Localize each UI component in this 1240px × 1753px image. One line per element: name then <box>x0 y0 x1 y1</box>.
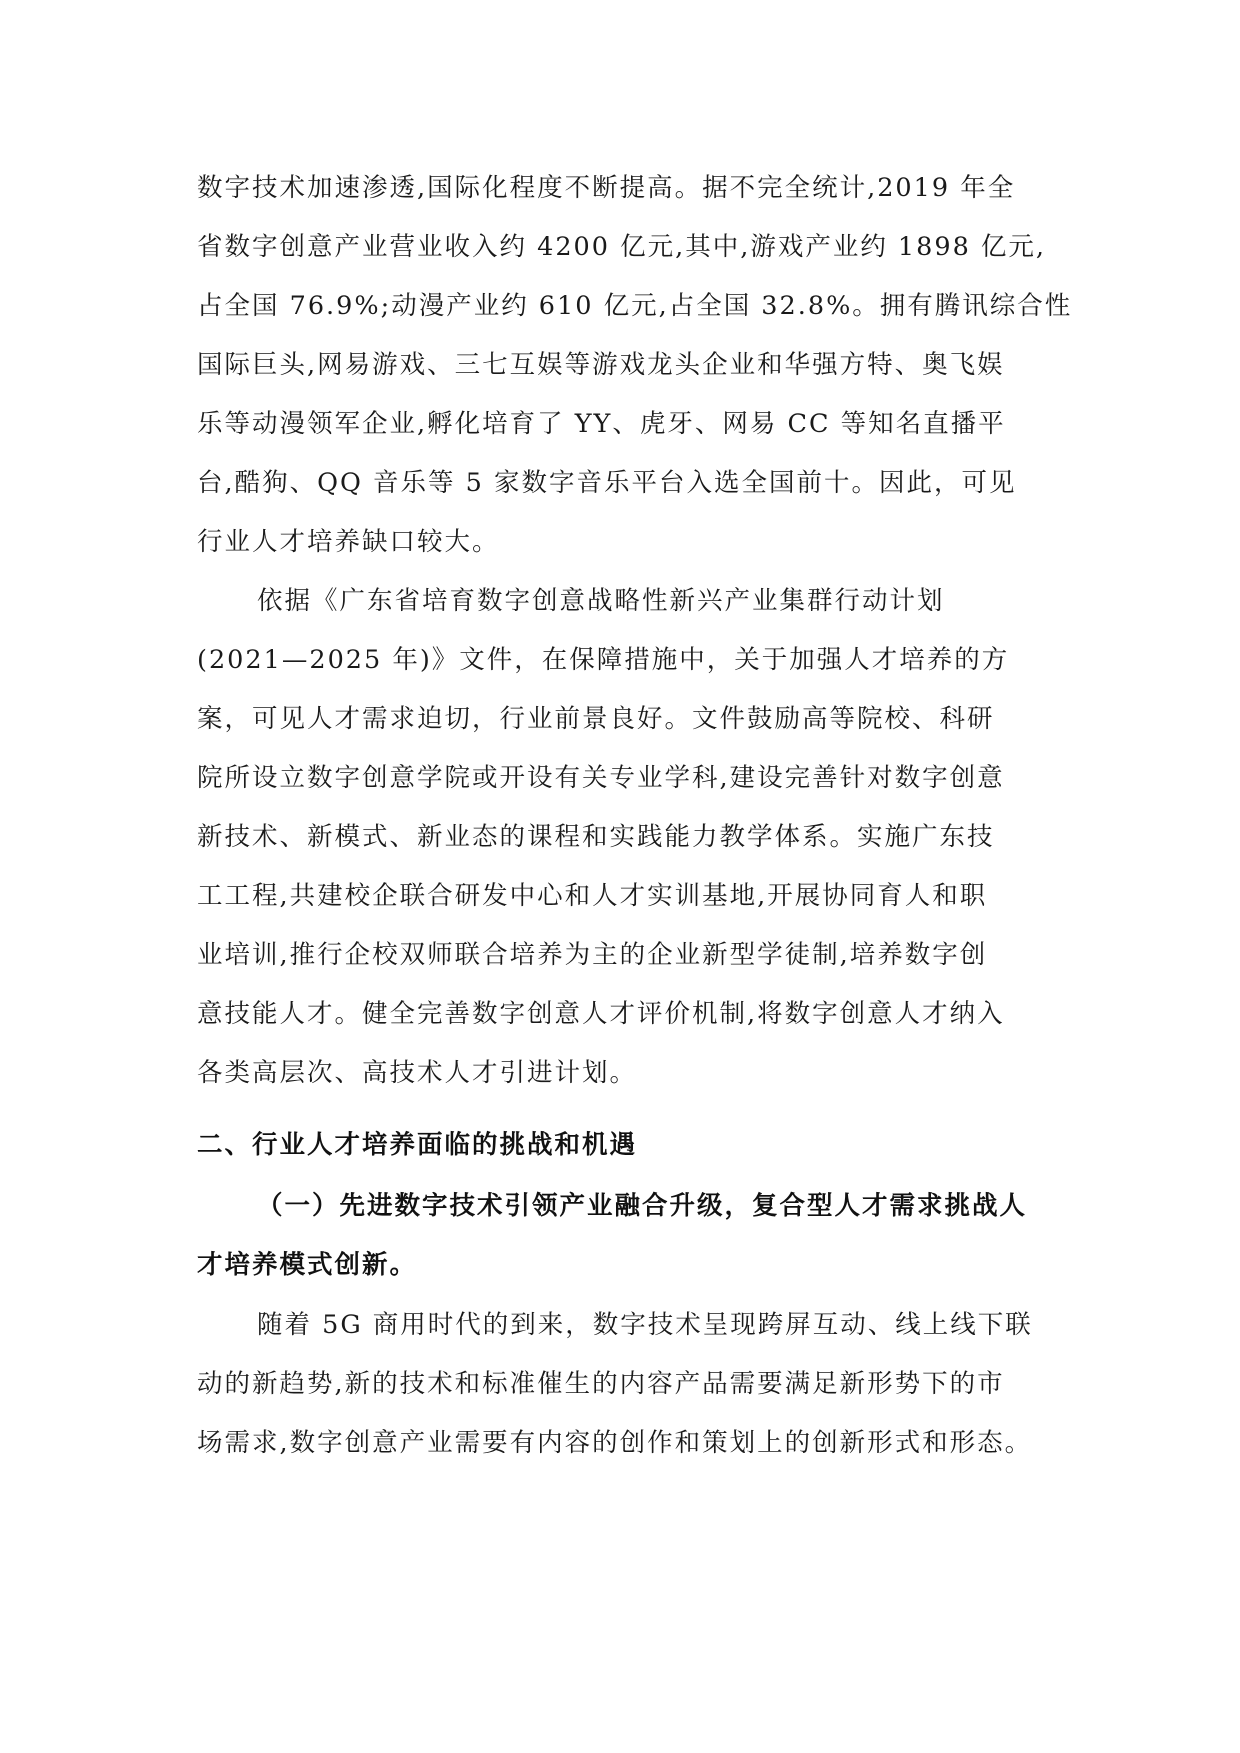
subsection-heading: （一）先进数字技术引领产业融合升级，复合型人才需求挑战人 <box>257 1191 1028 1221</box>
paragraph-line: 乐等动漫领军企业,孵化培育了 YY、虎牙、网易 CC 等知名直播平 <box>197 409 1006 439</box>
paragraph-line: 省数字创意产业营业收入约 4200 亿元,其中,游戏产业约 1898 亿元, <box>197 232 1047 262</box>
section-heading: 二、行业人才培养面临的挑战和机遇 <box>197 1130 638 1160</box>
paragraph-line: 数字技术加速渗透,国际化程度不断提高。据不完全统计,2019 年全 <box>197 173 1016 203</box>
paragraph-line: 案，可见人才需求迫切，行业前景良好。文件鼓励高等院校、科研 <box>197 704 995 734</box>
paragraph-line: 工工程,共建校企联合研发中心和人才实训基地,开展协同育人和职 <box>197 881 988 911</box>
paragraph-line: 意技能人才。健全完善数字创意人才评价机制,将数字创意人才纳入 <box>197 999 1005 1029</box>
paragraph-line: 场需求,数字创意产业需要有内容的创作和策划上的创新形式和形态。 <box>197 1428 1033 1458</box>
paragraph-line: 各类高层次、高技术人才引进计划。 <box>197 1058 638 1088</box>
subsection-heading-continued: 才培养模式创新。 <box>197 1250 418 1280</box>
paragraph-line: 依据《广东省培育数字创意战略性新兴产业集群行动计划 <box>257 586 945 616</box>
paragraph-line: 新技术、新模式、新业态的课程和实践能力教学体系。实施广东技 <box>197 822 995 852</box>
paragraph-line: 占全国 76.9%;动漫产业约 610 亿元,占全国 32.8%。拥有腾讯综合性 <box>197 291 1073 321</box>
paragraph-line: 国际巨头,网易游戏、三七互娱等游戏龙头企业和华强方特、奥飞娱 <box>197 350 1005 380</box>
paragraph-line: (2021—2025 年)》文件，在保障措施中，关于加强人才培养的方 <box>197 645 1010 675</box>
paragraph-line: 动的新趋势,新的技术和标准催生的内容产品需要满足新形势下的市 <box>197 1369 1005 1399</box>
paragraph-line: 院所设立数字创意学院或开设有关专业学科,建设完善针对数字创意 <box>197 763 1005 793</box>
paragraph-line: 业培训,推行企校双师联合培养为主的企业新型学徒制,培养数字创 <box>197 940 988 970</box>
paragraph-line: 行业人才培养缺口较大。 <box>197 527 500 557</box>
paragraph-line: 随着 5G 商用时代的到来，数字技术呈现跨屏互动、线上线下联 <box>257 1310 1033 1340</box>
paragraph-line: 台,酷狗、QQ 音乐等 5 家数字音乐平台入选全国前十。因此，可见 <box>197 468 1017 498</box>
